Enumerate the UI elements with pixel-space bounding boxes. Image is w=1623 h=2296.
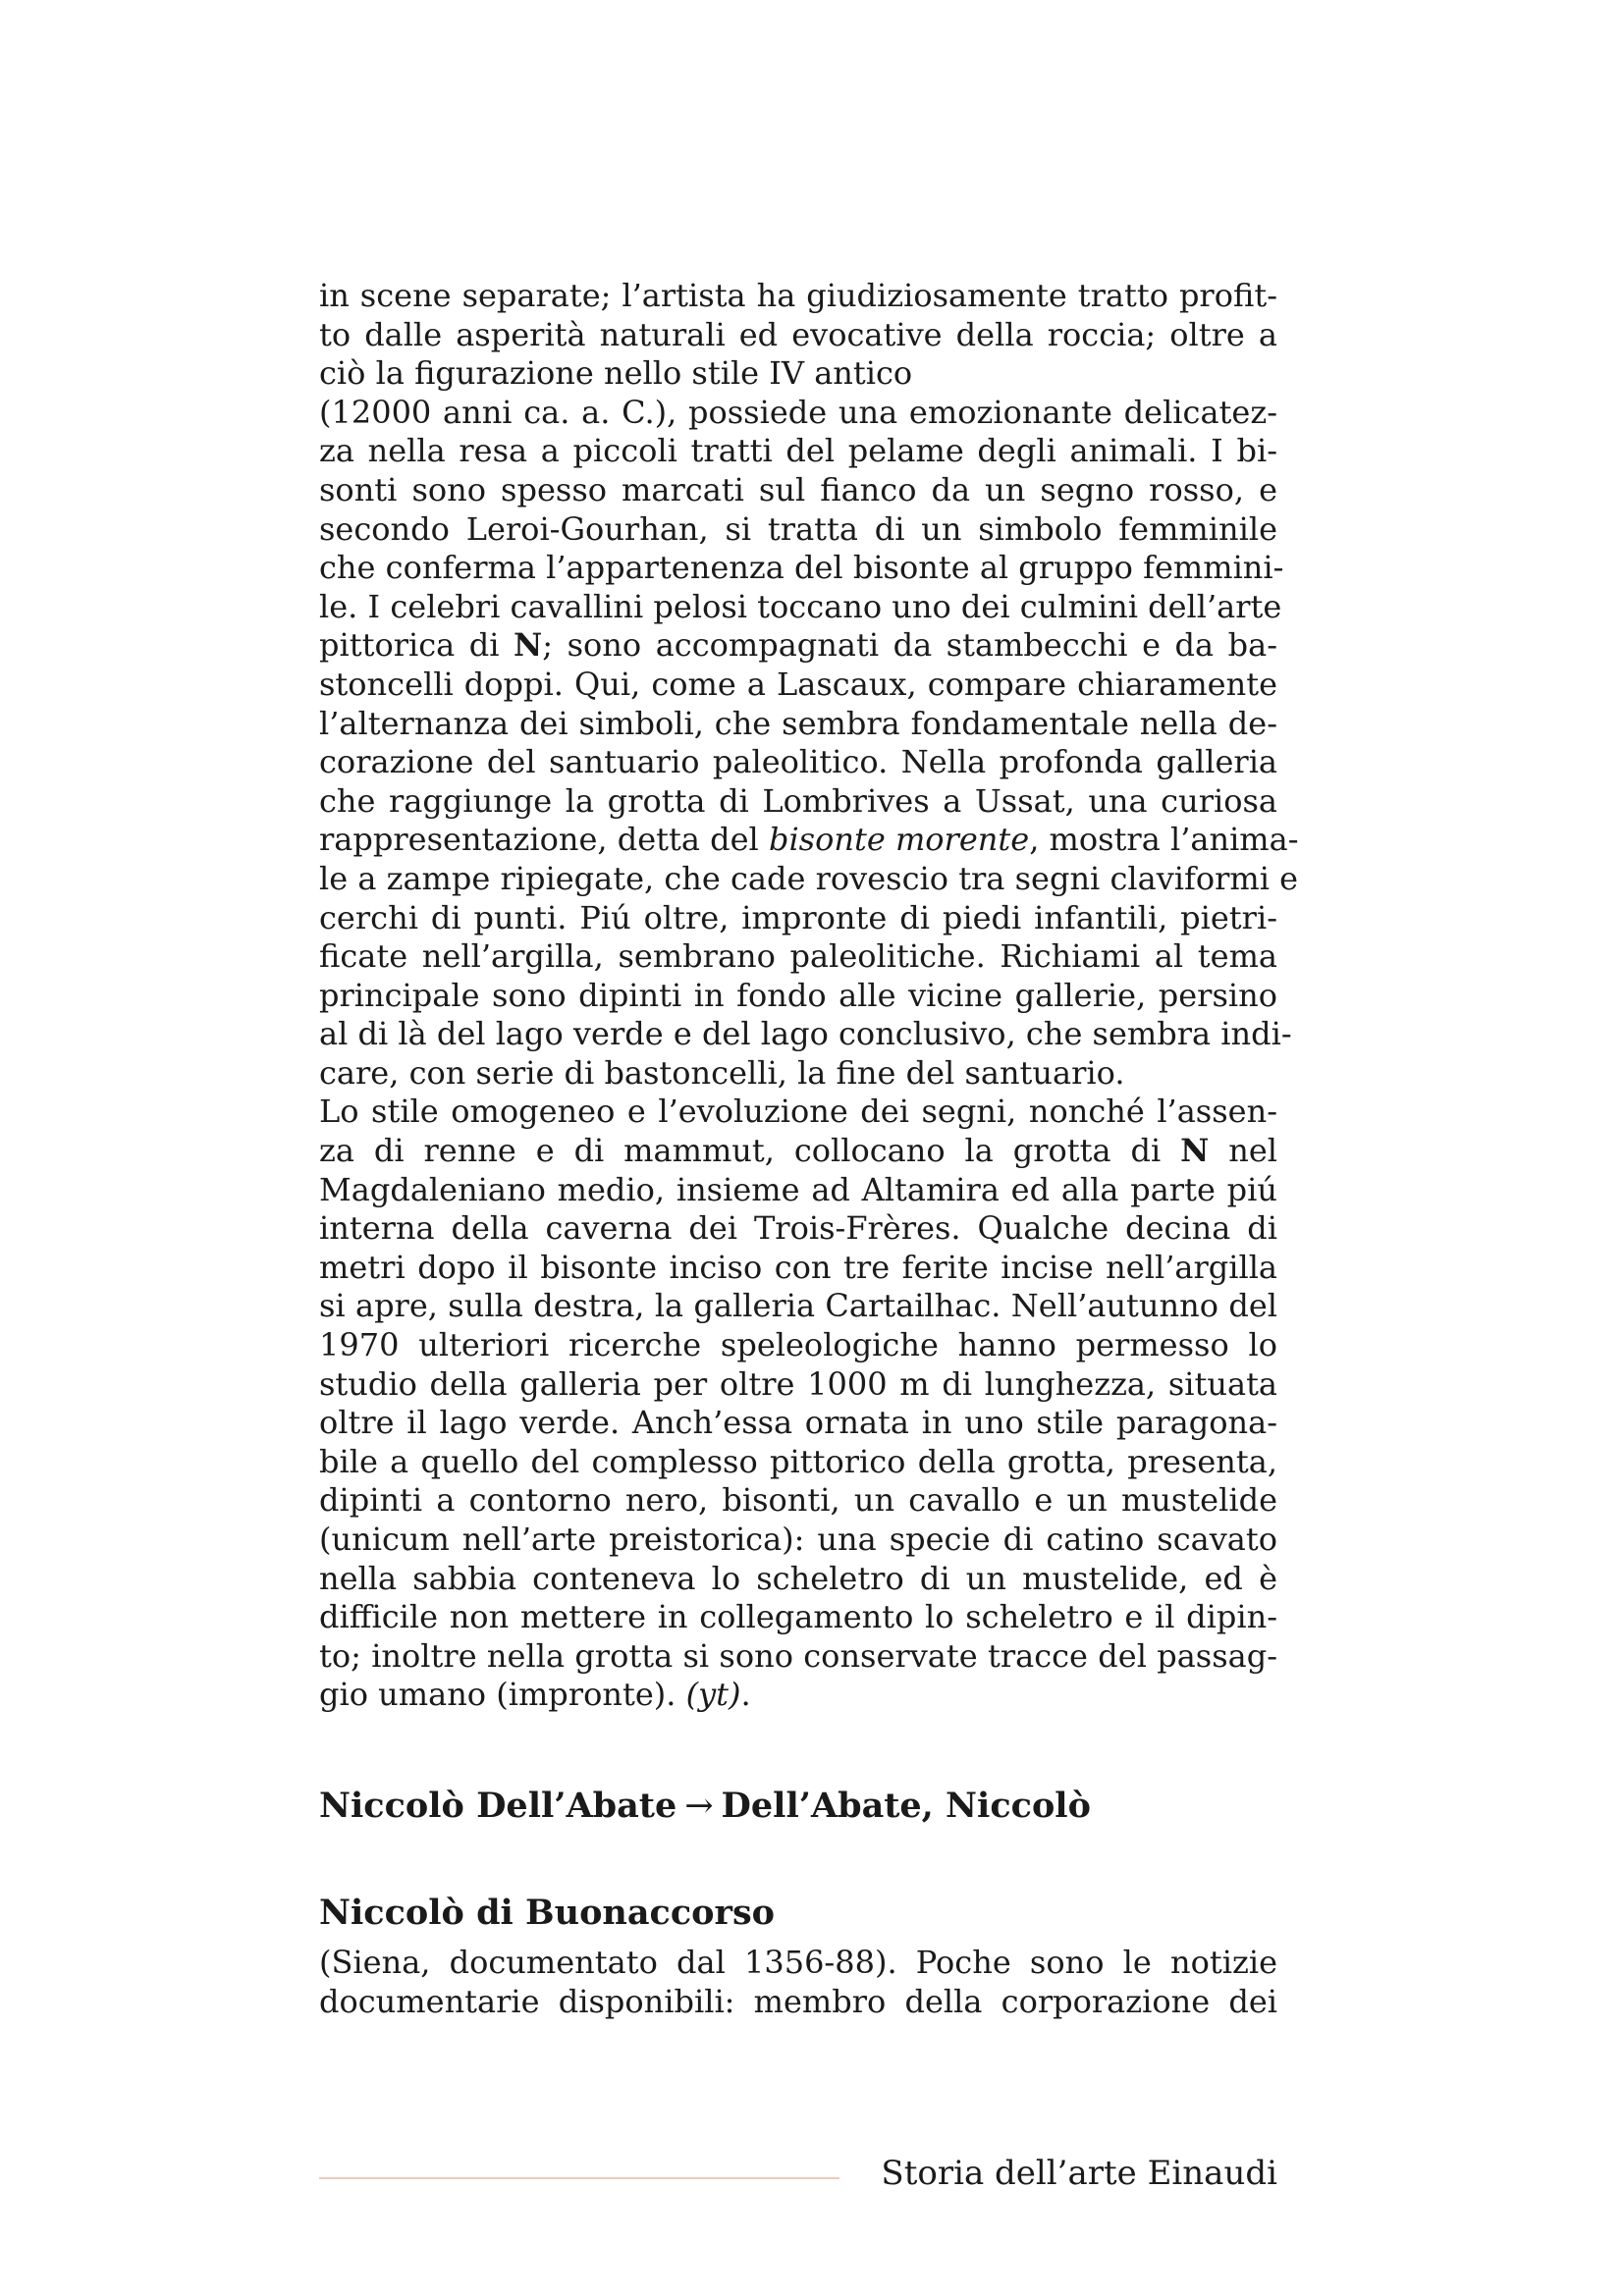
text-fragment: , mostra l’anima- — [1029, 821, 1299, 859]
text-line: to dalle asperità naturali ed evocative della roccia; oltre a — [319, 315, 1277, 353]
text-line — [319, 821, 1299, 860]
entry-title: Niccolò Dell’Abate — [319, 1786, 677, 1826]
footer-title: Storia dell’arte Einaudi — [881, 2154, 1277, 2193]
text-line: ficate nell’argilla, sembrano paleolitiche. Richiami al tema — [319, 937, 1277, 976]
text-line — [319, 626, 1277, 666]
text-line: le a zampe ripiegate, che cade rovescio tra segni claviformi e — [319, 859, 1299, 897]
text-line: stoncelli doppi. Qui, come a Lascaux, compare chiaramente — [319, 665, 1277, 703]
text-line: corazione del santuario paleolitico. Nella profonda galleria — [319, 743, 1277, 781]
text-line: (unicum nell’arte preistorica): una specie di catino scavato — [319, 1521, 1277, 1558]
text-fragment: . — [740, 1676, 751, 1714]
entry-heading: Niccolò di Buonaccorso — [319, 1893, 775, 1933]
text-line: dipinti a contorno nero, bisonti, un cavallo e un mustelide — [319, 1481, 1277, 1520]
text-line: metri dopo il bisonte inciso con tre ferite incise nell’argilla — [319, 1248, 1277, 1286]
text-line — [319, 1676, 1277, 1715]
text-line: difficile non mettere in collegamento lo scheletro e il dipin- — [319, 1598, 1277, 1636]
text-line: care, con serie di bastoncelli, la fine del santuario. — [319, 1053, 1125, 1092]
entry-body — [319, 1944, 1277, 2021]
text-line: in scene separate; l’artista ha giudiziosamente tratto profit- — [319, 277, 1277, 314]
text-line: le. I celebri cavallini pelosi toccano uno dei culmini dell’arte — [319, 587, 1282, 625]
text-fragment: nel — [1228, 1132, 1278, 1170]
entry-heading-cross-reference — [319, 1785, 1091, 1828]
author-initials: (yt) — [685, 1676, 741, 1714]
text-line: oltre il lago verde. Anch’essa ornata in uno stile paragona- — [319, 1404, 1277, 1442]
text-line — [319, 1132, 1277, 1171]
text-fragment: pittorica di — [319, 626, 500, 665]
text-line: 1970 ulteriori ricerche speleologiche hanno permesso lo — [319, 1326, 1277, 1364]
text-line: che raggiunge la grotta di Lombrives a Ussat, una curiosa — [319, 781, 1277, 820]
text-line: bile a quello del complesso pittorico della grotta, presenta, — [319, 1442, 1277, 1480]
text-line: si apre, sulla destra, la galleria Cartailhac. Nell’autunno del — [319, 1287, 1277, 1325]
abbreviation-n: N — [514, 626, 543, 665]
text-line: che conferma l’appartenenza del bisonte al gruppo femmini- — [319, 549, 1284, 587]
text-fragment: rappresentazione, detta del — [319, 821, 759, 859]
text-line: interna della caverna dei Trois-Frères. Qualche decina di — [319, 1209, 1277, 1248]
text-fragment: ; sono accompagnati da stambecchi e da ba- — [542, 626, 1278, 665]
article-body — [319, 277, 1299, 1715]
text-line: ciò la figurazione nello stile IV antico — [319, 354, 913, 393]
text-line: secondo Leroi-Gourhan, si tratta di un simbolo femminile — [319, 509, 1277, 548]
text-line: principale sono dipinti in fondo alle vicine gallerie, persino — [319, 976, 1277, 1014]
text-line: to; inoltre nella grotta si sono conservate tracce del passag- — [319, 1636, 1277, 1675]
text-line: al di là del lago verde e del lago conclusivo, che sembra indi- — [319, 1015, 1292, 1053]
text-line: (12000 anni ca. a. C.), possiede una emozionante delicatez- — [319, 393, 1277, 431]
footer-rule — [319, 2177, 839, 2179]
text-line: za nella resa a piccoli tratti del pelame degli animali. I bi- — [319, 432, 1277, 470]
text-line: nella sabbia conteneva lo scheletro di un mustelide, ed è — [319, 1559, 1277, 1597]
text-line: studio della galleria per oltre 1000 m di lunghezza, situata — [319, 1364, 1277, 1403]
text-fragment: za di renne e di mammut, collocano la grotta di — [319, 1132, 1162, 1170]
text-fragment: gio umano (impronte). — [319, 1676, 676, 1714]
text-line: (Siena, documentato dal 1356-88). Poche sono le notizie — [319, 1944, 1277, 1981]
cross-reference-link[interactable]: Dell’Abate, Niccolò — [721, 1786, 1091, 1826]
text-line: l’alternanza dei simboli, che sembra fondamentale nella de- — [319, 704, 1277, 742]
text-line: sonti sono spesso marcati sul fianco da un segno rosso, e — [319, 470, 1277, 508]
text-line: Lo stile omogeneo e l’evoluzione dei segni, nonché l’assen- — [319, 1093, 1277, 1131]
italic-term: bisonte morente — [768, 821, 1030, 859]
text-line: cerchi di punti. Piú oltre, impronte di piedi infantili, pietri- — [319, 898, 1277, 936]
text-line: documentarie disponibili: membro della corporazione dei — [319, 1982, 1277, 2020]
arrow-right-icon: → — [684, 1787, 714, 1826]
text-line: Magdaleniano medio, insieme ad Altamira ed alla parte piú — [319, 1170, 1277, 1208]
abbreviation-n: N — [1180, 1132, 1210, 1170]
